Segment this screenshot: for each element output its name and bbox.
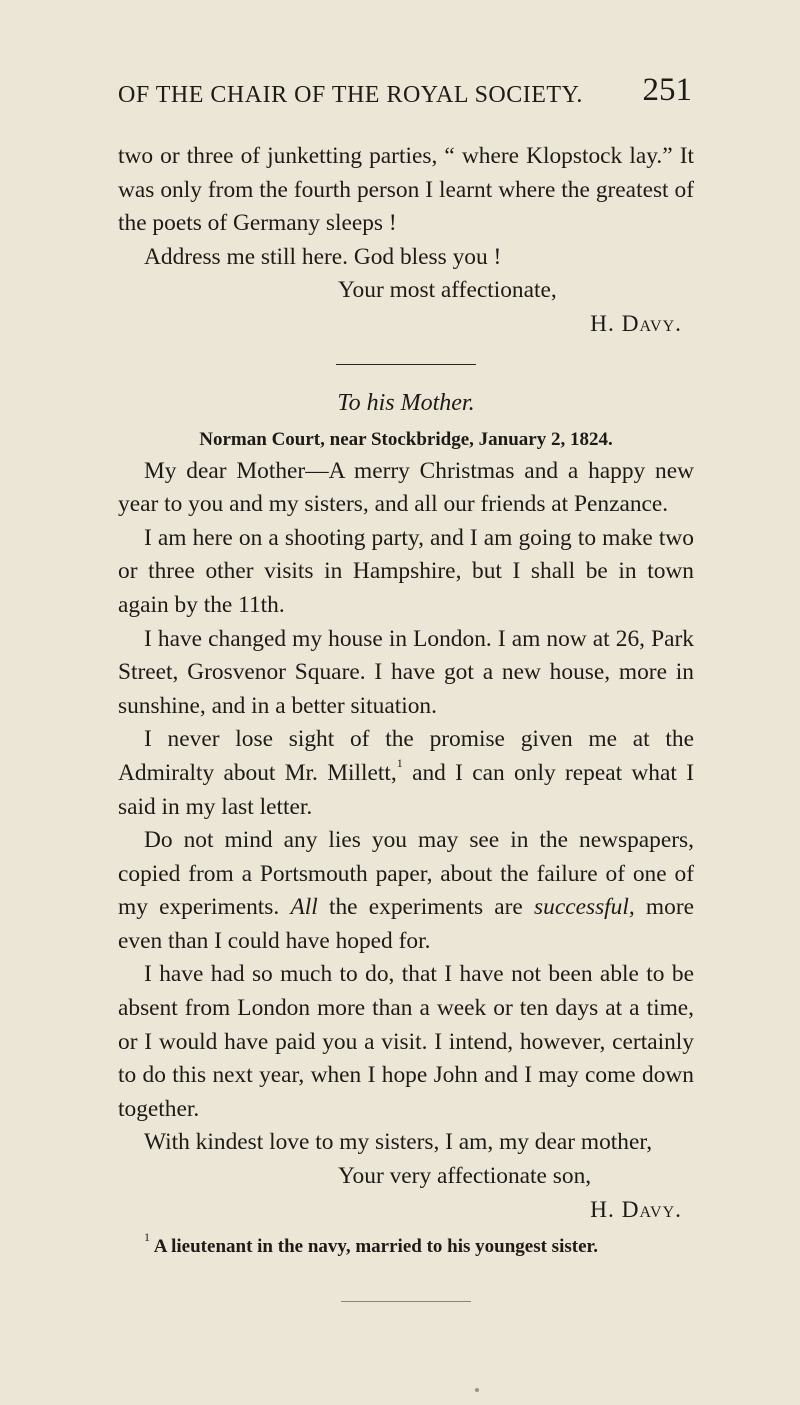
footnote-reference: 1: [396, 755, 403, 770]
footnote: [118, 1230, 694, 1261]
page-body: [118, 140, 694, 1302]
letter2-paragraph-3: I have changed my house in London. I am now at 26, Park Street, Grosvenor Square. I have got a new house, more in sunshine, and in a better situation.: [118, 625, 694, 719]
page-number: 251: [642, 72, 692, 108]
emphasis-successful: successful,: [534, 894, 635, 921]
letter2-paragraph-7: With kindest love to my sisters, I am, my dear mother,: [144, 1129, 653, 1156]
letter1-closing: [118, 274, 694, 341]
letter2-paragraph-5-text-a: Do not mind any lies you may see in the newspapers, copied from a Portsmouth paper, about the failure of one of my experiments.: [118, 827, 694, 921]
letter2-paragraph-5: [118, 824, 694, 958]
bottom-rule: [341, 1301, 471, 1302]
letter2-closing-line: Your very affectionate son,: [338, 1163, 592, 1190]
letter2-heading: To his Mother.: [337, 389, 475, 416]
letter2-paragraph-4-text-b: and I can only repeat what I said in my last letter.: [118, 759, 694, 820]
emphasis-all: All: [290, 894, 318, 921]
letter2-paragraph-1: My dear Mother—A merry Christmas and a happy new year to you and my sisters, and all our friends at Penzance.: [118, 457, 694, 518]
letter2-paragraph-2: I am here on a shooting party, and I am going to make two or three other visits in Hampshire, but I shall be in town again by the 11th.: [118, 524, 694, 618]
letter1-closing-line: Your most affectionate,: [338, 277, 557, 304]
letter2-paragraph-5-text-c: more even than I could have hoped for.: [118, 894, 694, 954]
section-divider: [336, 364, 476, 365]
letter2-dateline: Norman Court, near Stockbridge, January 2, 1824.: [199, 428, 613, 450]
letter2-closing: [118, 1160, 694, 1227]
letter1-signature: H. Davy.: [590, 310, 682, 337]
page-header: [118, 72, 692, 112]
letter2-paragraph-6: I have had so much to do, that I have not been able to be absent from London more than a week or ten days at a time, or I would have paid you a visit. I intend, however, certainly to do this next year, when I hope John and I may come down together.: [118, 961, 694, 1122]
letter1-paragraph-2: Address me still here. God bless you !: [144, 243, 502, 270]
paper-speck: [475, 1388, 479, 1392]
footnote-text: A lieutenant in the navy, married to his youngest sister.: [153, 1236, 598, 1258]
footnote-marker: 1: [144, 1230, 150, 1245]
letter2-paragraph-5-text-b: the experiments are: [317, 894, 535, 921]
running-title: OF THE CHAIR OF THE ROYAL SOCIETY.: [118, 82, 583, 108]
letter1-paragraph-1: two or three of junketting parties, “ where Klopstock lay.” It was only from the fourth person I learnt where the greatest of the poets of Germany sleeps !: [118, 143, 694, 237]
letter2-signature: H. Davy.: [590, 1196, 682, 1223]
letter2-paragraph-4: [118, 723, 694, 824]
letter2-paragraph-4-text-a: I never lose sight of the promise given me at the Admiralty about Mr. Millett,: [118, 726, 694, 786]
